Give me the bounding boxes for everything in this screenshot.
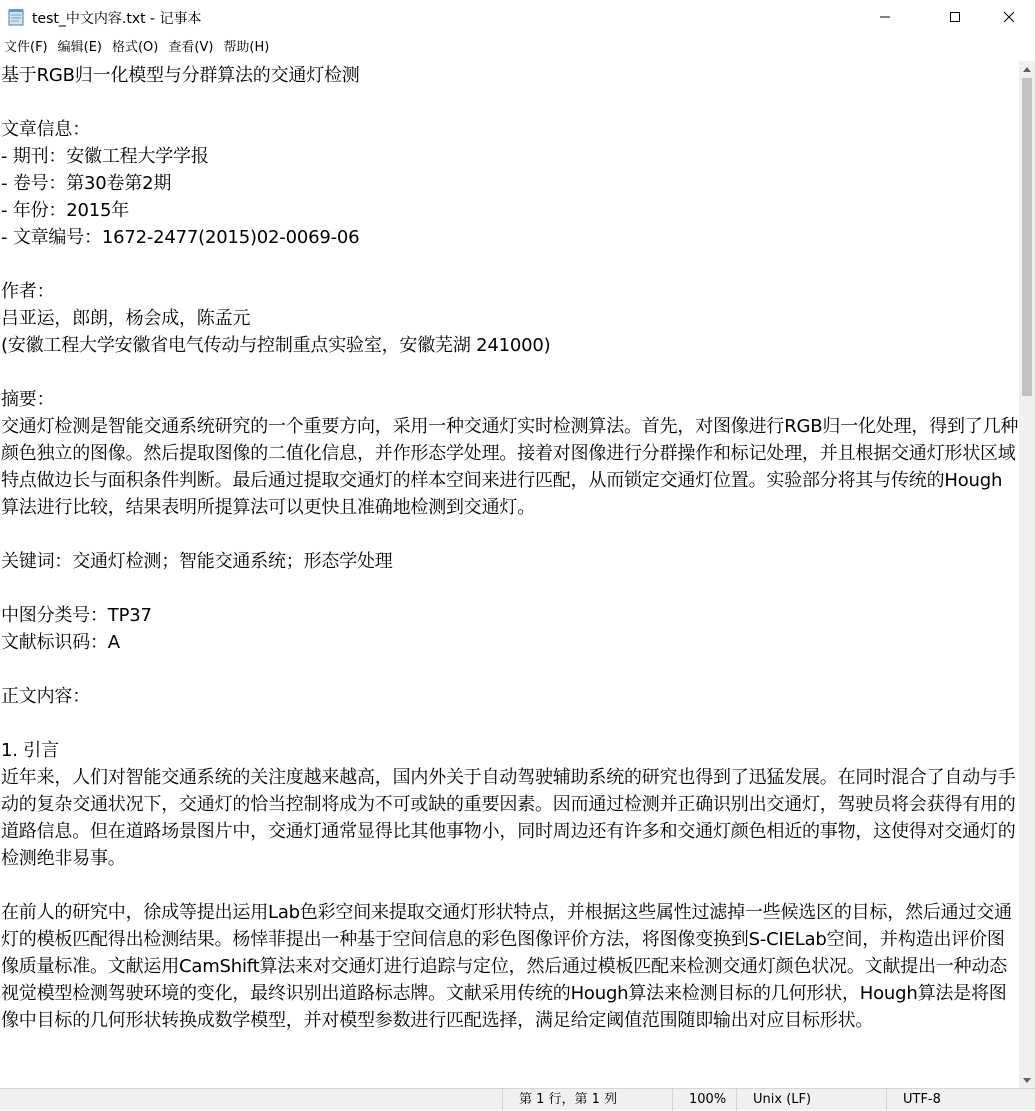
- cursor-position: 第 1 行，第 1 列: [502, 1089, 672, 1111]
- encoding: UTF-8: [886, 1089, 1035, 1111]
- close-icon: [1003, 11, 1015, 23]
- maximize-button[interactable]: [932, 0, 978, 34]
- close-button[interactable]: [986, 0, 1032, 34]
- vertical-scrollbar[interactable]: [1019, 61, 1035, 1088]
- scroll-up-arrow-icon: [1023, 67, 1031, 72]
- title-bar[interactable]: [0, 0, 1035, 34]
- status-bar: [0, 1088, 1035, 1110]
- menu-format[interactable]: 格式(O): [111, 40, 159, 55]
- scroll-down-arrow-icon: [1023, 1078, 1031, 1083]
- maximize-icon: [949, 11, 961, 23]
- scroll-up-button[interactable]: [1019, 61, 1035, 77]
- notepad-icon: [8, 8, 24, 26]
- menu-bar: [0, 36, 1035, 60]
- line-ending: Unix (LF): [736, 1089, 886, 1111]
- minimize-icon: [879, 11, 891, 23]
- scroll-down-button[interactable]: [1019, 1072, 1035, 1088]
- zoom-level: 100%: [672, 1089, 736, 1111]
- menu-view[interactable]: 查看(V): [168, 40, 214, 55]
- scrollbar-thumb[interactable]: [1022, 78, 1032, 396]
- minimize-button[interactable]: [862, 0, 908, 34]
- menu-edit[interactable]: 编辑(E): [57, 40, 102, 55]
- window-title: test_中文内容.txt - 记事本: [32, 11, 202, 27]
- editor-content[interactable]: 基于RGB归一化模型与分群算法的交通灯检测 文章信息： - 期刊：安徽工程大学学报 - 卷号：第30卷第2期 - 年份：2015年 - 文章编号：1672-2477(2015)02-0069-06 作者： 吕亚运，郎朗，杨会成，陈孟元 (安徽工程大学安徽省电气传动与控制重点实验室，安徽芜湖 241000) 摘要： 交通灯检测是智能交通系统研究的一个重要方向，采用一种交通灯实时检测算法。首先，对图像进行RGB归一化处理，得到了几种颜色独立的图像。然后提取图像的二值化信息，并作形态学处理。接着对图像进行分群操作和标记处理，并且根据交通灯形状区域特点做边长与面积条件判断。最后通过提取交通灯的样本空间来进行匹配，从而锁定交通灯位置。实验部分将其与传统的Hough算法进行比较，结果表明所提算法可以更快且准确地检测到交通灯。 关键词：交通灯检测；智能交通系统；形态学处理 中图分类号：TP37 文献标识码：A 正文内容： 1. 引言 近年来，人们对智能交通系统的关注度越来越高，国内外关于自动驾驶辅助系统的研究也得到了迅猛发展。在同时混合了自动与手动的复杂交通状况下，交通灯的恰当控制将成为不可或缺的重要因素。因而通过检测并正确识别出交通灯，驾驶员将会获得有用的道路信息。但在道路场景图片中，交通灯通常显得比其他事物小，同时周边还有许多和交通灯颜色相近的事物，这使得对交通灯的检测绝非易事。 在前人的研究中，徐成等提出运用Lab色彩空间来提取交通灯形状特点，并根据这些属性过滤掉一些候选区的目标，然后通过交通灯的模板匹配得出检测结果。杨悻菲提出一种基于空间信息的彩色图像评价方法，将图像变换到S-CIELab空间，并构造出评价图像质量标准。文献运用CamShift算法来对交通灯进行追踪与定位，然后通过模板匹配来检测交通灯颜色状况。文献提出一种动态视觉模型检测驾驶环境的变化，最终识别出道路标志牌。文献采用传统的Hough算法来检测目标的几何形状，Hough算法是将图像中目标的几何形状转换成数学模型，并对模型参数进行匹配选择，满足给定阈值范围随即输出对应目标形状。: [1, 65, 1019, 1031]
- menu-help[interactable]: 帮助(H): [223, 40, 270, 55]
- text-editor[interactable]: [0, 61, 1019, 1088]
- menu-file[interactable]: 文件(F): [4, 40, 48, 55]
